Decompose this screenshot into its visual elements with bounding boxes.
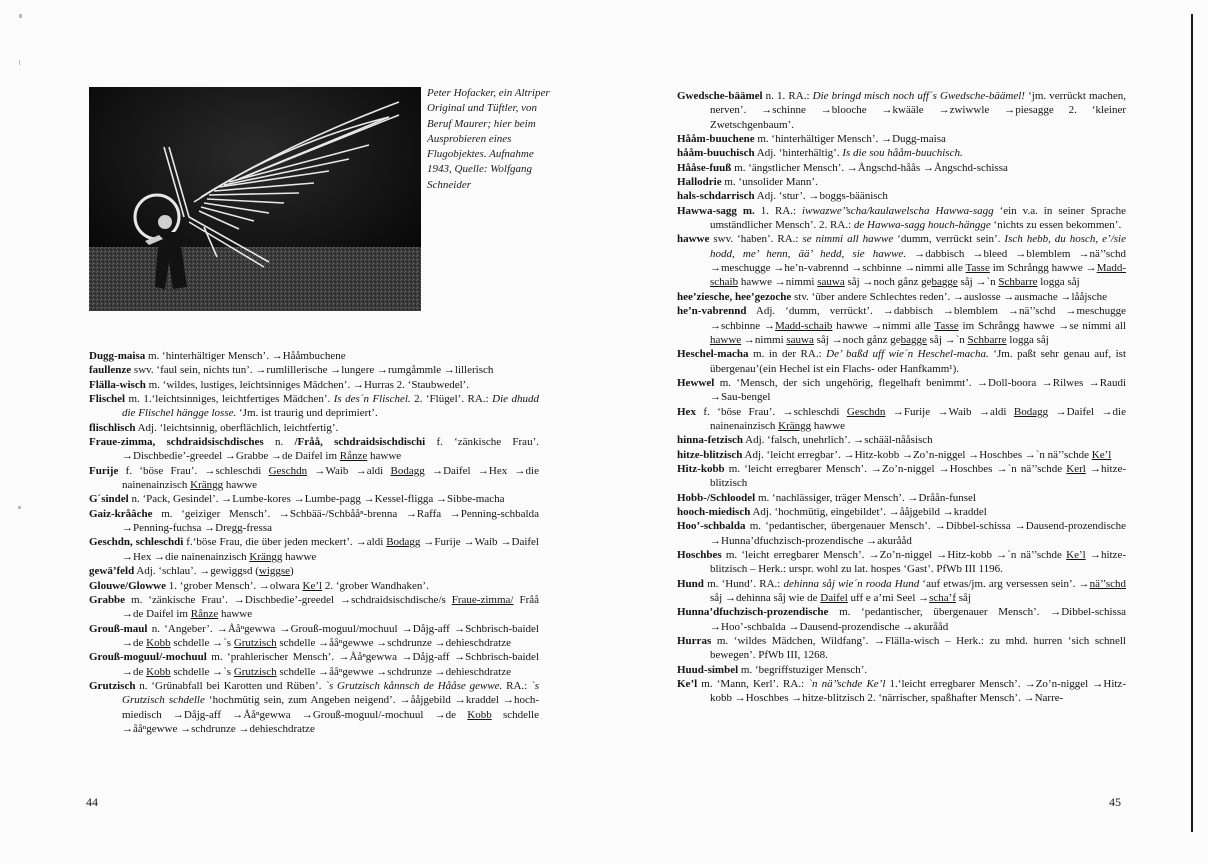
entry-definition: schdelle →ååⁿgewwe →schdrunze →dehieschdratze bbox=[122, 708, 539, 735]
entry-definition: hawwe bbox=[282, 550, 317, 563]
entry-definition: n. ‘Pack, Gesindel’. →Lumbe-kores →Lumbe-pagg →Kessel-fligga →Sibbe-macha bbox=[128, 493, 505, 506]
entry-definition: n. ‘Angeber’. →Ååⁿgewwa →Grouß-moguul/mochuul →Dåjg-aff →Schbrisch-baidel →de bbox=[122, 622, 539, 649]
entry-definition: →Waib →aldi bbox=[307, 464, 391, 477]
page-edge-line bbox=[1191, 14, 1193, 832]
entry-headword: hinna-fetzisch bbox=[677, 434, 743, 447]
entry-headword: G´sindel bbox=[89, 493, 129, 506]
entry-definition: såj bbox=[956, 592, 971, 605]
entry-definition: m. ‘Hund’. RA.: bbox=[703, 577, 784, 590]
entry-cross-reference: Rånze bbox=[339, 450, 368, 463]
entry-headword: hals-schdarrisch bbox=[677, 190, 755, 203]
entry-definition: m. ‘pedantischer, übergenauer Mensch’. →Dibbel-schissa →Dausend-prozendische →Hunna’dfuchzisch-prozendische →akurååd bbox=[710, 520, 1126, 547]
entry-headword: Flälla-wisch bbox=[89, 378, 146, 391]
entry-definition: f.‘böse Frau, die über jeden meckert’. →aldi bbox=[183, 536, 387, 549]
entry-headword: Grouß-maul bbox=[89, 622, 148, 635]
entry-headword: faullenze bbox=[89, 364, 132, 377]
entry-headword: hee’ziesche, hee’gezoche bbox=[677, 290, 792, 303]
entry-definition: f. ‘böse Frau’. →schleschdi bbox=[118, 464, 269, 477]
entry-definition: im Schrångg hawwe →se nimmi all bbox=[958, 319, 1126, 332]
dictionary-entry bbox=[89, 535, 539, 564]
dictionary-entry bbox=[89, 679, 539, 736]
entry-definition: m. in der RA.: bbox=[748, 348, 827, 361]
dictionary-entry bbox=[89, 349, 539, 363]
entry-headword: Hawwa-sagg m. bbox=[677, 204, 755, 217]
entry-definition: →dabbisch →bleed →blemblem →nä’’schd →meschugge →he’n-vabrennd →schbinne →nimmi alle bbox=[710, 247, 1126, 275]
scan-speck bbox=[19, 14, 22, 18]
entry-example: de Hawwa-sagg houch-hängge bbox=[853, 219, 991, 232]
entry-definition: schdelle →ååⁿgewwe →schdrunze →dehieschdratze bbox=[276, 636, 511, 649]
entry-headword: Grutzisch bbox=[89, 679, 136, 692]
entry-definition: 1. ‘grober Mensch’. →olwara bbox=[166, 579, 303, 592]
entry-definition: Adj. ‘leichtsinnig, oberflächlich, leichtfertig’. bbox=[135, 421, 339, 434]
entry-definition: ‘hochmütig sein, zum Angeben neigend’. →ååjgebild →kraddel →hoch-miedisch →Dåjg-aff →Ååⁿgewwa →Grouß-moguul/-mochuul →de bbox=[122, 694, 539, 721]
entry-definition: såj →noch gånz ge bbox=[813, 333, 901, 346]
dictionary-entry bbox=[677, 89, 1126, 132]
entry-definition: →Daifel →Hex →die nainenainzisch bbox=[122, 464, 539, 492]
entry-headword: Huud-simbel bbox=[677, 663, 739, 676]
entry-definition: ‘Jm. paßt sehr genau auf, ist übergenau’(ein Hechel ist ein Flachs- oder Hanfkamm¹). bbox=[710, 348, 1126, 375]
entry-definition: →hitze-blitzisch – Herk.: urspr. wohl zu lat. hospes ‘Gast’. PfWb III 1196. bbox=[710, 549, 1126, 576]
entry-cross-reference: wiggse bbox=[258, 565, 291, 578]
entry-definition: hawwe bbox=[367, 450, 402, 463]
entry-cross-reference: Tasse bbox=[965, 262, 990, 275]
entry-cross-reference: Kerl bbox=[1066, 462, 1086, 475]
entry-cross-reference: bagge bbox=[931, 276, 958, 289]
entry-definition: ‘ein v.a. in seiner Sprache umständlicher Mensch’. 2. RA.: bbox=[710, 204, 1126, 232]
dictionary-entry bbox=[677, 462, 1126, 491]
entry-definition: m. ‘zänkische Frau’. →Dischbedie’-greedel →schdraidsischdische/s bbox=[125, 593, 452, 606]
entry-definition: ‘dumm, verrückt sein’. bbox=[893, 233, 1005, 246]
entry-cross-reference: Bodagg bbox=[390, 464, 425, 477]
entry-definition: swv. ‘haben’. RA.: bbox=[709, 233, 803, 246]
entry-example: Die dhudd die Flischel hängge losse. bbox=[122, 393, 540, 420]
dictionary-entry bbox=[89, 435, 539, 464]
entry-definition: →hitze-blitzisch bbox=[710, 462, 1126, 490]
entry-definition: Adj. ‘dumm, verrückt’. →dabbisch →blemblem →nä’’schd →meschugge →schbinne → bbox=[710, 305, 1126, 332]
photo-flying-machine-illustration bbox=[89, 87, 421, 311]
dictionary-entry bbox=[677, 304, 1126, 347]
entry-cross-reference: scha’f bbox=[929, 592, 956, 605]
entry-headword: hawwe bbox=[677, 233, 710, 246]
entry-cross-reference: bagge bbox=[900, 333, 927, 346]
entry-definition: →nimmi bbox=[741, 333, 787, 346]
dictionary-entry bbox=[677, 505, 1126, 519]
entry-example: Is des´n Flischel. bbox=[333, 393, 411, 406]
page-number-left: 44 bbox=[86, 795, 98, 809]
entry-definition: m. ‘unsolider Mann’. bbox=[721, 176, 818, 189]
dictionary-entry bbox=[677, 577, 1126, 606]
entry-definition: ‘nichts zu essen bekommen’. bbox=[990, 219, 1122, 232]
entry-cross-reference: Kobb bbox=[467, 708, 492, 721]
dictionary-entry bbox=[677, 232, 1126, 289]
entry-definition: Adj. ‘falsch, unehrlich’. →schääl-nååsisch bbox=[743, 434, 933, 447]
entry-example: Is die sou hååm-buuchisch. bbox=[842, 147, 963, 160]
entry-definition: hawwe →nimmi bbox=[738, 276, 818, 289]
dictionary-entry bbox=[89, 378, 539, 392]
dictionary-entry bbox=[677, 548, 1126, 577]
dictionary-entry bbox=[89, 650, 539, 679]
dictionary-entry bbox=[677, 663, 1126, 677]
dictionary-entry bbox=[677, 347, 1126, 376]
entry-cross-reference: Bodagg bbox=[1013, 405, 1049, 418]
entry-headword: gewä’feld bbox=[89, 565, 135, 578]
entry-definition: m. ‘geiziger Mensch’. →Schbää-/Schbååⁿ-brenna →Raffa →Penning-schbalda →Penning-fuchsa →Dregg-fressa bbox=[122, 507, 539, 535]
entry-cross-reference: Grutzisch bbox=[233, 665, 277, 678]
dictionary-entry bbox=[677, 146, 1126, 160]
entry-example: `s Grutzisch schdelle bbox=[122, 679, 539, 707]
entry-cross-reference: sauwa bbox=[786, 333, 814, 346]
dictionary-entry bbox=[89, 421, 539, 435]
entry-definition: ) bbox=[290, 565, 294, 578]
dictionary-entry bbox=[89, 507, 539, 536]
entry-cross-reference: Krängg bbox=[249, 550, 283, 563]
dictionary-entry bbox=[677, 290, 1126, 304]
entry-headword: Hååse-fuuß bbox=[677, 161, 732, 174]
entry-definition: f. ‘böse Frau’. →schleschdi bbox=[695, 405, 847, 418]
dictionary-entry bbox=[677, 189, 1126, 203]
entry-cross-reference: Ke’l bbox=[302, 579, 323, 592]
dictionary-entry bbox=[89, 363, 539, 377]
entry-headword: Glouwe/Glowwe bbox=[89, 579, 166, 592]
entry-definition: →Daifel →die nainenainzisch bbox=[710, 405, 1126, 432]
entry-headword: Dugg-maisa bbox=[89, 350, 146, 362]
entry-headword: Hoschbes bbox=[677, 549, 722, 561]
historical-photo bbox=[89, 87, 421, 311]
entry-definition: m. ‘Mann, Kerl’. RA.: bbox=[697, 678, 809, 691]
dictionary-entry bbox=[677, 376, 1126, 405]
entry-headword: he’n-vabrennd bbox=[677, 305, 747, 318]
entry-example: `s Grutzisch kånnsch de Hååse gewwe. bbox=[325, 679, 503, 692]
entry-headword: Hewwel bbox=[677, 376, 715, 389]
entry-definition: Fråå →de Daifel im bbox=[122, 593, 539, 621]
entry-headword: Gwedsche-bäämel bbox=[677, 90, 763, 102]
entry-cross-reference: Schbarre bbox=[967, 333, 1007, 346]
entry-headword: Hobb-/Schloodel bbox=[677, 491, 756, 504]
entry-headword: Grouß-moguul/-mochuul bbox=[89, 651, 207, 664]
entry-headword: flischlisch bbox=[89, 421, 136, 434]
entry-definition: n. 1. RA.: bbox=[762, 90, 813, 102]
entry-definition: 1. RA.: bbox=[754, 204, 803, 217]
entry-cross-reference: Kobb bbox=[146, 636, 171, 649]
entry-definition: såj →dehinna såj wie de bbox=[710, 592, 821, 605]
entry-definition: 2. ‘grober Wandhaken’. bbox=[322, 579, 429, 592]
entry-definition: m. ‘hinterhältiger Mensch’. →Hååmbuchene bbox=[145, 350, 346, 362]
entry-headword: hitze-blitzisch bbox=[677, 448, 743, 461]
entry-example: De’ baßd uff wie´n Heschel-macha. bbox=[826, 348, 989, 361]
entry-headword: Hååm-buuchene bbox=[677, 133, 755, 146]
entry-definition: im Schrångg hawwe → bbox=[989, 262, 1097, 275]
entry-definition: ‘jm. verrückt machen, nerven’. →schinne →blooche →kwääle →zwiwwle →piesagge 2. ‘kleiner Zwetschgenbaum’. bbox=[710, 90, 1126, 131]
scan-speck bbox=[18, 506, 21, 509]
entry-example: Die bringd misch noch uff´s Gwedsche-bäämel! bbox=[812, 90, 1025, 102]
entry-definition: logga såj bbox=[1006, 333, 1049, 346]
entry-definition: m. ‘hinterhältiger Mensch’. →Dugg-maisa bbox=[754, 133, 946, 146]
photo-caption: Peter Hofacker, ein Altriper Original und Tüftler, von Beruf Maurer; hier beim Ausprobieren eines Flugobjektes. Aufnahme 1943, Quelle: Wolfgang Schneider bbox=[427, 87, 550, 191]
entry-definition: 2. ‘Flügel’. RA.: bbox=[410, 393, 493, 406]
entry-definition: →Furije →Waib →Daifel →Hex →die nainenainzisch bbox=[122, 536, 539, 563]
entry-definition: m. ‘wildes, lustiges, leichtsinniges Mädchen’. →Hurras 2. ‘Staubwedel’. bbox=[145, 378, 470, 391]
entry-definition: n. bbox=[263, 436, 295, 449]
entry-example: `n nä’’schde Ke’l bbox=[808, 678, 886, 691]
dictionary-entry bbox=[89, 464, 539, 493]
entry-cross-reference: Fraue-zimma/ bbox=[451, 593, 514, 606]
entry-cross-reference: Rånze bbox=[190, 608, 219, 621]
entry-cross-reference: Madd-schaib bbox=[774, 319, 833, 332]
entry-definition: hawwe bbox=[223, 479, 258, 492]
entry-cross-reference: Ke’l bbox=[1091, 448, 1112, 461]
entry-cross-reference: Geschdn bbox=[268, 464, 308, 477]
entry-definition: såj →noch gånz ge bbox=[844, 276, 932, 289]
entry-definition: →Furije →Waib →aldi bbox=[885, 405, 1014, 418]
entry-headword: Furije bbox=[89, 464, 119, 477]
dictionary-entry bbox=[89, 622, 539, 651]
entry-cross-reference: Geschdn bbox=[846, 405, 886, 418]
entry-headword: Fraue-zimma, schdraidsischdisches bbox=[89, 436, 264, 449]
entry-definition: Adj. ‘stur’. →boggs-bäänisch bbox=[754, 190, 888, 203]
dictionary-entry bbox=[89, 392, 539, 421]
entry-cross-reference: Kobb bbox=[146, 665, 171, 678]
dictionary-entry bbox=[89, 564, 539, 578]
entry-definition: såj →`n bbox=[957, 276, 999, 289]
entry-definition: swv. ‘faul sein, nichts tun’. →rumlillerische →lungere →rumgåmmle →lillerisch bbox=[131, 364, 494, 377]
entry-definition: Adj. ‘schlau’. →gewiggsd ( bbox=[134, 565, 259, 578]
entry-headword-variant: /Fråå, schdraidsischdischi bbox=[294, 436, 426, 449]
dictionary-entries-right bbox=[677, 89, 1126, 706]
entry-definition: schdelle →`s bbox=[170, 665, 234, 678]
entry-cross-reference: Grutzisch bbox=[233, 636, 277, 649]
dictionary-entry bbox=[89, 579, 539, 593]
entry-definition: hawwe bbox=[218, 608, 253, 621]
entry-example: iwwazwe’’scha/kaulawelscha Hawwa-sagg bbox=[802, 204, 994, 217]
entry-definition: n. ‘Grünabfall bei Karotten und Rüben’. bbox=[135, 679, 326, 692]
entry-definition: ‘Jm. ist traurig und deprimiert’. bbox=[236, 407, 378, 420]
entry-definition: Adj. ‘hochmütig, eingebildet’. →ååjgebild →kraddel bbox=[750, 505, 987, 518]
entry-definition: schdelle →ååⁿgewwe →schdrunze →dehieschdratze bbox=[276, 665, 511, 678]
entry-headword: Heschel-macha bbox=[677, 348, 749, 361]
entry-cross-reference: Ke’l bbox=[1066, 549, 1086, 561]
dictionary-entry bbox=[677, 175, 1126, 189]
entry-definition: schdelle →`s bbox=[170, 636, 234, 649]
entry-cross-reference: Madd-schaib bbox=[710, 262, 1127, 289]
dictionary-entry bbox=[89, 593, 539, 622]
entry-definition: hawwe →nimmi alle bbox=[832, 319, 935, 332]
entry-headword: Ke’l bbox=[677, 678, 698, 691]
entry-definition: m. 1.‘leichtsinniges, leichtfertiges Mädchen’. bbox=[125, 393, 334, 406]
entry-definition: hawwe bbox=[811, 419, 846, 432]
entry-definition: ‘auf etwas/jm. arg versessen sein’. → bbox=[919, 577, 1090, 590]
entry-definition: m. ‘begriffstuziger Mensch’. bbox=[738, 663, 868, 676]
entry-definition: f. ‘zänkische Frau’. →Dischbedie’-greedel →Grabbe →de Daifel im bbox=[122, 436, 539, 463]
entry-headword: Hoo’-schbalda bbox=[677, 520, 746, 533]
entry-cross-reference: hawwe bbox=[710, 333, 742, 346]
entry-example: dehinna såj wie´n rooda Hund bbox=[783, 577, 920, 590]
entry-example: se nimmi all hawwe bbox=[802, 233, 894, 246]
entry-cross-reference: Krängg bbox=[778, 419, 812, 432]
entry-cross-reference: Schbarre bbox=[998, 276, 1038, 289]
entry-definition: m. ‘leicht erregbarer Mensch’. →Zo’n-niggel →Hitz-kobb →`n nä’’schde bbox=[721, 549, 1067, 561]
entry-definition: m. ‘prahlerischer Mensch’. →Ååⁿgewwa →Dåjg-aff →Schbrisch-baidel →de bbox=[122, 651, 539, 678]
entry-headword: Gaiz-kråâche bbox=[89, 507, 153, 520]
entry-cross-reference: Krängg bbox=[190, 479, 224, 492]
dictionary-entry bbox=[677, 491, 1126, 505]
entry-definition: m. ‘wildes Mädchen, Wildfang’. →Flälla-wisch – Herk.: zu mhd. hurren ‘sich schnell bewegen’. PfWb III, 1268. bbox=[710, 635, 1126, 662]
entry-cross-reference: nä’’schd bbox=[1089, 577, 1127, 590]
dictionary-entry bbox=[677, 405, 1126, 434]
entry-definition: m. ‘ängstlicher Mensch’. →Ångschd-håås →Ångschd-schissa bbox=[731, 161, 1008, 174]
entry-headword: Hallodrie bbox=[677, 176, 722, 189]
entry-headword: Hunna’dfuchzisch-prozendische bbox=[677, 606, 829, 619]
entry-headword: Hurras bbox=[677, 635, 712, 648]
dictionary-entry bbox=[677, 204, 1126, 233]
dictionary-entry bbox=[677, 519, 1126, 548]
entry-definition: m. ‘nachlässiger, träger Mensch’. →Dråån-funsel bbox=[755, 491, 976, 504]
entry-headword: Hitz-kobb bbox=[677, 462, 725, 475]
entry-cross-reference: Tasse bbox=[934, 319, 959, 332]
entry-definition: Adj. ‘hinterhältig’. bbox=[754, 147, 843, 160]
entry-definition: stv. ‘über andere Schlechtes reden’. →auslosse →ausmache →lååjsche bbox=[791, 290, 1107, 303]
entry-definition: 1.‘leicht erregbarer Mensch’. →Zo’n-niggel →Hitz-kobb →Hoschbes →hitze-blitzisch 2. ‘närrischer, spaßhafter Mensch’. →Narre- bbox=[710, 678, 1126, 705]
entry-definition: m. ‘leicht erregbarer Mensch’. →Zo’n-niggel →Hoschbes →`n nä’’schde bbox=[724, 462, 1067, 475]
dictionary-entry bbox=[677, 677, 1126, 706]
dictionary-entry bbox=[677, 433, 1126, 447]
dictionary-entry bbox=[677, 161, 1126, 175]
entry-definition: logga såj bbox=[1037, 276, 1080, 289]
entry-definition: m. ‘Mensch, der sich ungehörig, flegelhaft benimmt’. →Doll-boora →Rilwes →Raudi →Sau-bengel bbox=[710, 376, 1126, 404]
entry-example: Isch hebb, du hosch, e’/sie hodd, me’ henn, ää’ hedd, sie hawwe. bbox=[710, 233, 1126, 260]
entry-definition: m. ‘pedantischer, übergenauer Mensch’. →Dibbel-schissa →Hoo’-schbalda →Dausend-prozendische →akurååd bbox=[710, 606, 1126, 633]
entry-headword: Geschdn, schleschdi bbox=[89, 536, 184, 549]
entry-headword: Hex bbox=[677, 405, 696, 418]
dictionary-entry bbox=[89, 492, 539, 506]
dictionary-entries-left bbox=[89, 349, 539, 736]
dictionary-entry bbox=[677, 634, 1126, 663]
entry-definition: Adj. ‘leicht erregbar’. →Hitz-kobb →Zo’n-niggel →Hoschbes →`n nä’’schde bbox=[742, 448, 1092, 461]
entry-headword: Grabbe bbox=[89, 593, 126, 606]
entry-cross-reference: Daifel bbox=[820, 592, 848, 605]
entry-cross-reference: Bodagg bbox=[386, 536, 421, 549]
entry-headword: hooch-miedisch bbox=[677, 505, 751, 518]
dictionary-entry bbox=[677, 132, 1126, 146]
dictionary-entry bbox=[677, 605, 1126, 634]
entry-definition: uff e a’mi Seel → bbox=[847, 592, 930, 605]
scan-speck bbox=[19, 60, 20, 65]
entry-headword: Hund bbox=[677, 577, 704, 590]
entry-definition: RA.: bbox=[502, 679, 532, 692]
entry-cross-reference: sauwa bbox=[817, 276, 845, 289]
entry-definition: såj →`n bbox=[926, 333, 968, 346]
page-number-right: 45 bbox=[1109, 795, 1121, 809]
entry-headword: Flischel bbox=[89, 393, 126, 406]
dictionary-entry bbox=[677, 448, 1126, 462]
entry-headword: hååm-buuchisch bbox=[677, 147, 755, 160]
